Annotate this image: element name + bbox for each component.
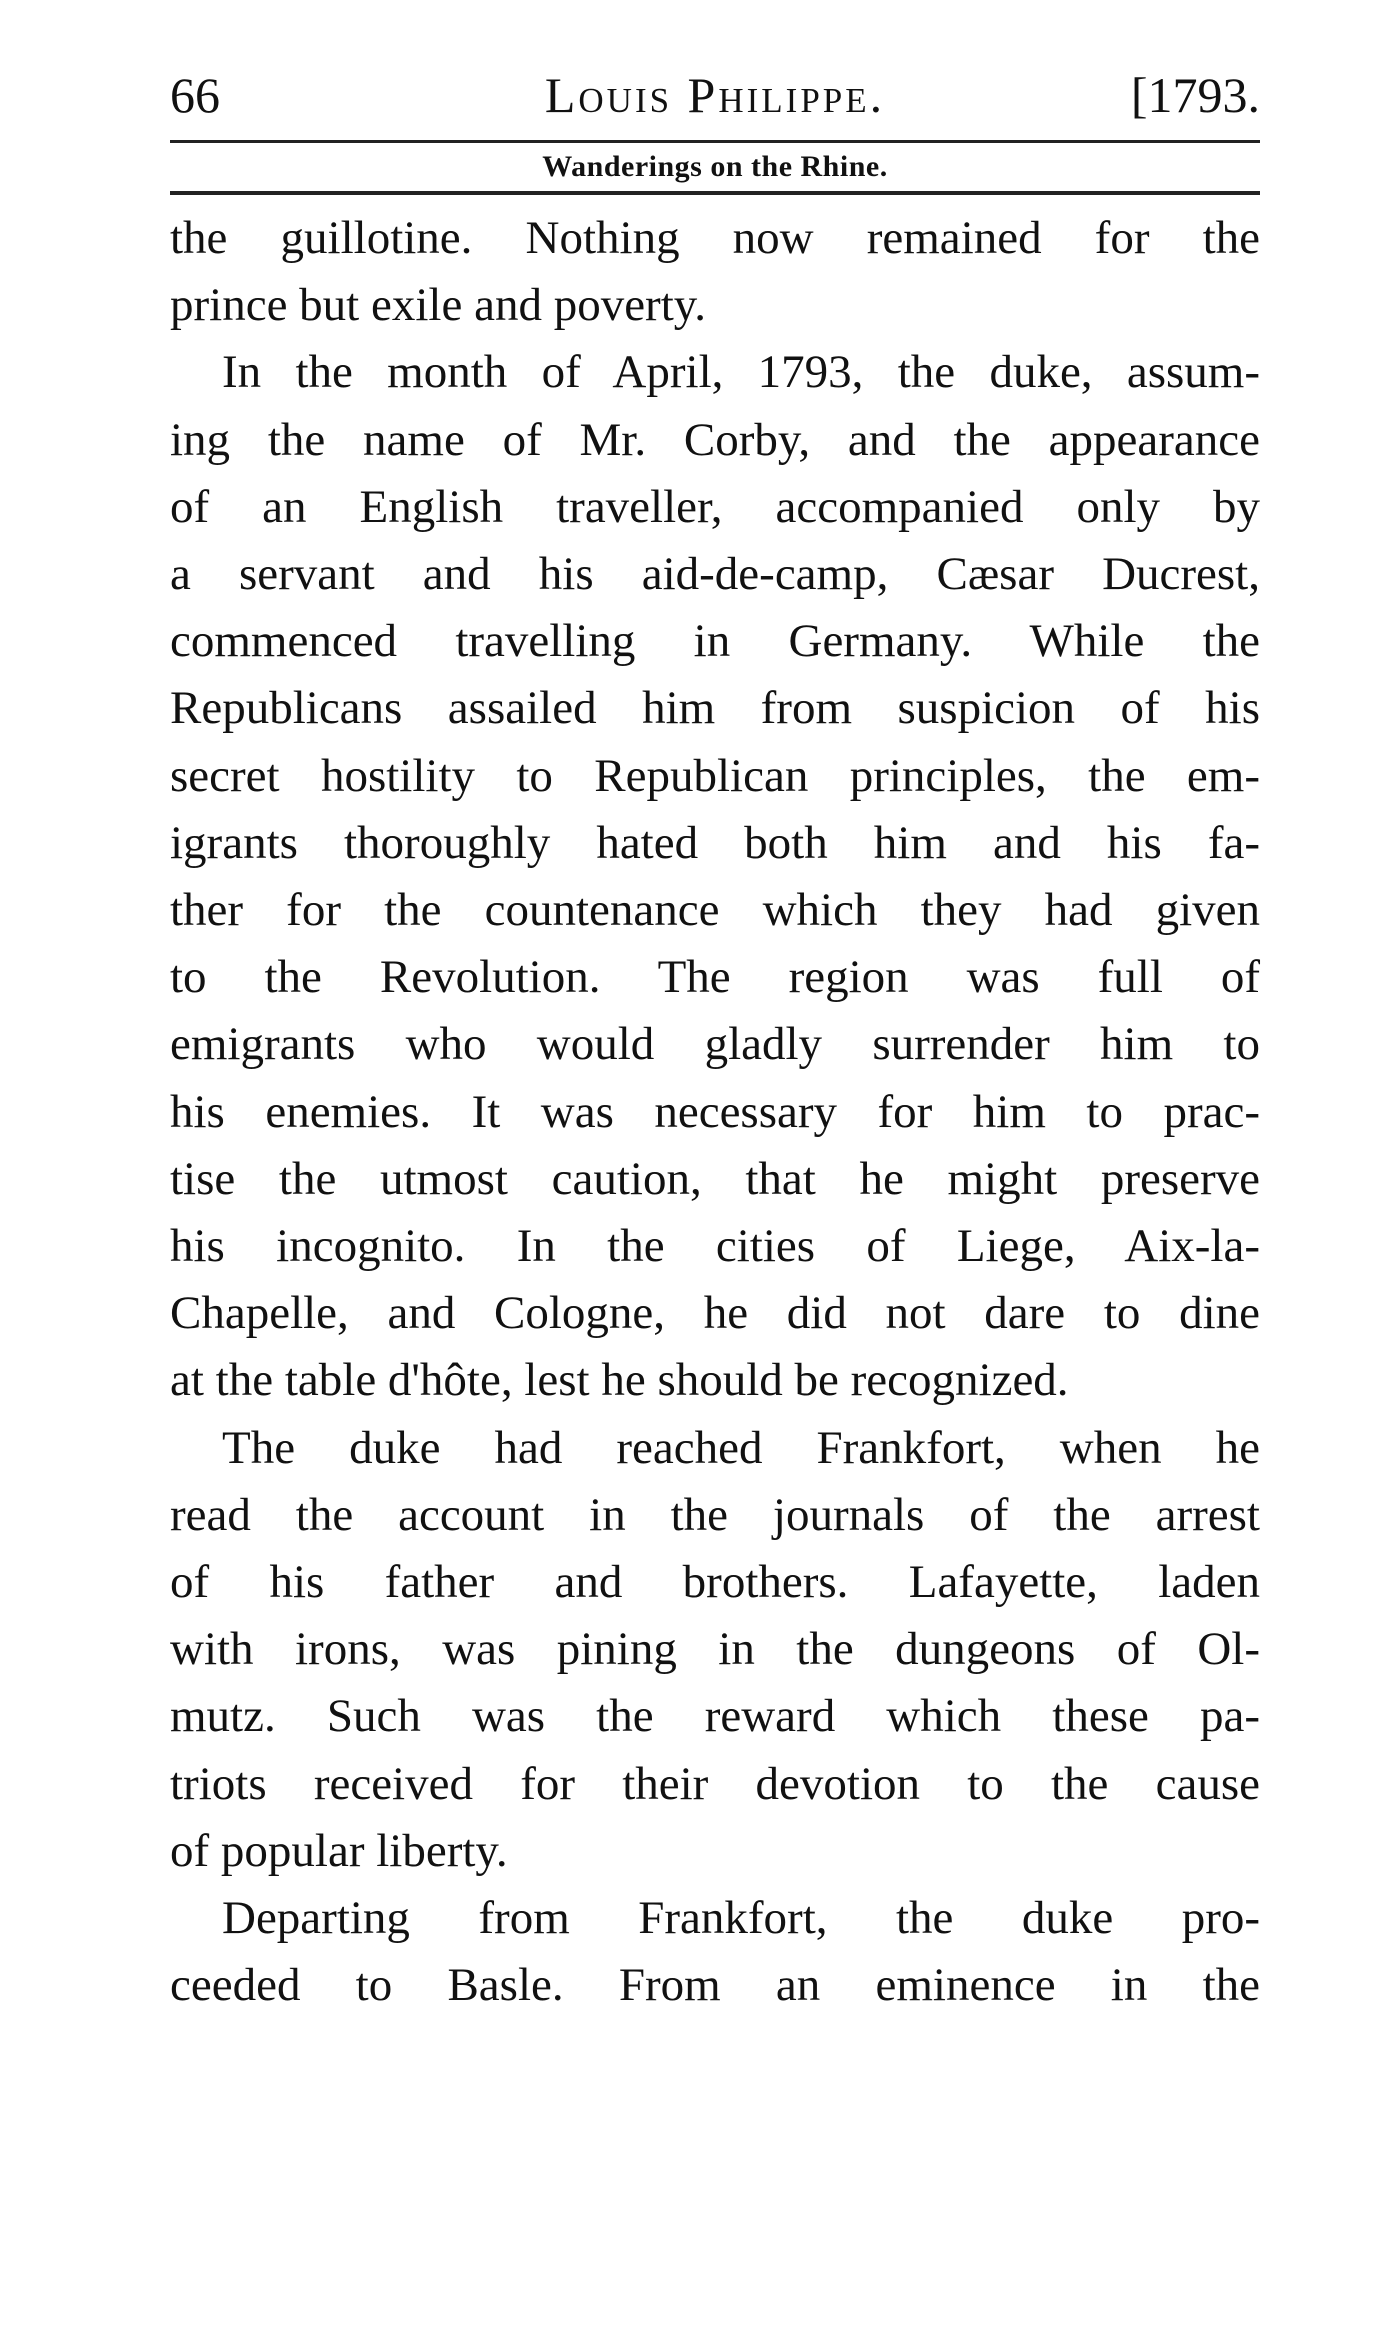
text-line: at the table d'hôte, lest he should be recognized. (170, 1354, 1069, 1407)
text-line: commenced travelling in Germany. While the (170, 615, 1260, 668)
text-line: The duke had reached Frankfort, when he (222, 1421, 1260, 1474)
text-line: igrants thoroughly hated both him and his fa- (170, 816, 1260, 869)
running-head (170, 60, 1260, 130)
text-line: mutz. Such was the reward which these pa- (170, 1690, 1260, 1743)
text-line: a servant and his aid-de-camp, Cæsar Ducrest, (170, 548, 1260, 601)
section-subheading: Wanderings on the Rhine. (542, 150, 888, 183)
text-line: the guillotine. Nothing now remained for the (170, 212, 1260, 264)
page-number: 66 (170, 67, 220, 123)
running-year: [1793. (1130, 67, 1260, 123)
text-line: of popular liberty. (170, 1824, 508, 1877)
header-rule-bottom (170, 191, 1260, 195)
paragraph (170, 339, 1260, 1414)
book-page (170, 60, 1260, 2019)
body-text (170, 205, 1260, 2019)
text-line: Republicans assailed him from suspicion of his (170, 682, 1260, 735)
text-line: In the month of April, 1793, the duke, assum- (222, 346, 1260, 399)
paragraph (170, 205, 1260, 339)
paragraph (170, 1415, 1260, 1885)
text-line: Chapelle, and Cologne, he did not dare to dine (170, 1287, 1260, 1340)
text-line: to the Revolution. The region was full of (170, 951, 1260, 1004)
text-line: prince but exile and poverty. (170, 279, 706, 332)
text-line: triots received for their devotion to the cause (170, 1757, 1260, 1810)
text-line: his enemies. It was necessary for him to prac- (170, 1085, 1260, 1138)
text-line: emigrants who would gladly surrender him to (170, 1018, 1260, 1071)
text-line: ing the name of Mr. Corby, and the appearance (170, 413, 1260, 466)
text-line: of his father and brothers. Lafayette, laden (170, 1556, 1260, 1609)
paragraph (170, 1885, 1260, 2019)
text-line: of an English traveller, accompanied only by (170, 480, 1260, 533)
text-line: read the account in the journals of the arrest (170, 1488, 1260, 1541)
text-line: with irons, was pining in the dungeons of Ol- (170, 1623, 1260, 1676)
text-line: tise the utmost caution, that he might preserve (170, 1152, 1260, 1205)
text-line: ceeded to Basle. From an eminence in the (170, 1959, 1260, 2012)
running-title: Louis Philippe. (544, 67, 886, 123)
text-line: secret hostility to Republican principles, the em- (170, 749, 1260, 802)
text-line: ther for the countenance which they had given (170, 884, 1260, 937)
text-line: Departing from Frankfort, the duke pro- (222, 1892, 1260, 1945)
text-line: his incognito. In the cities of Liege, Aix-la- (170, 1220, 1260, 1273)
